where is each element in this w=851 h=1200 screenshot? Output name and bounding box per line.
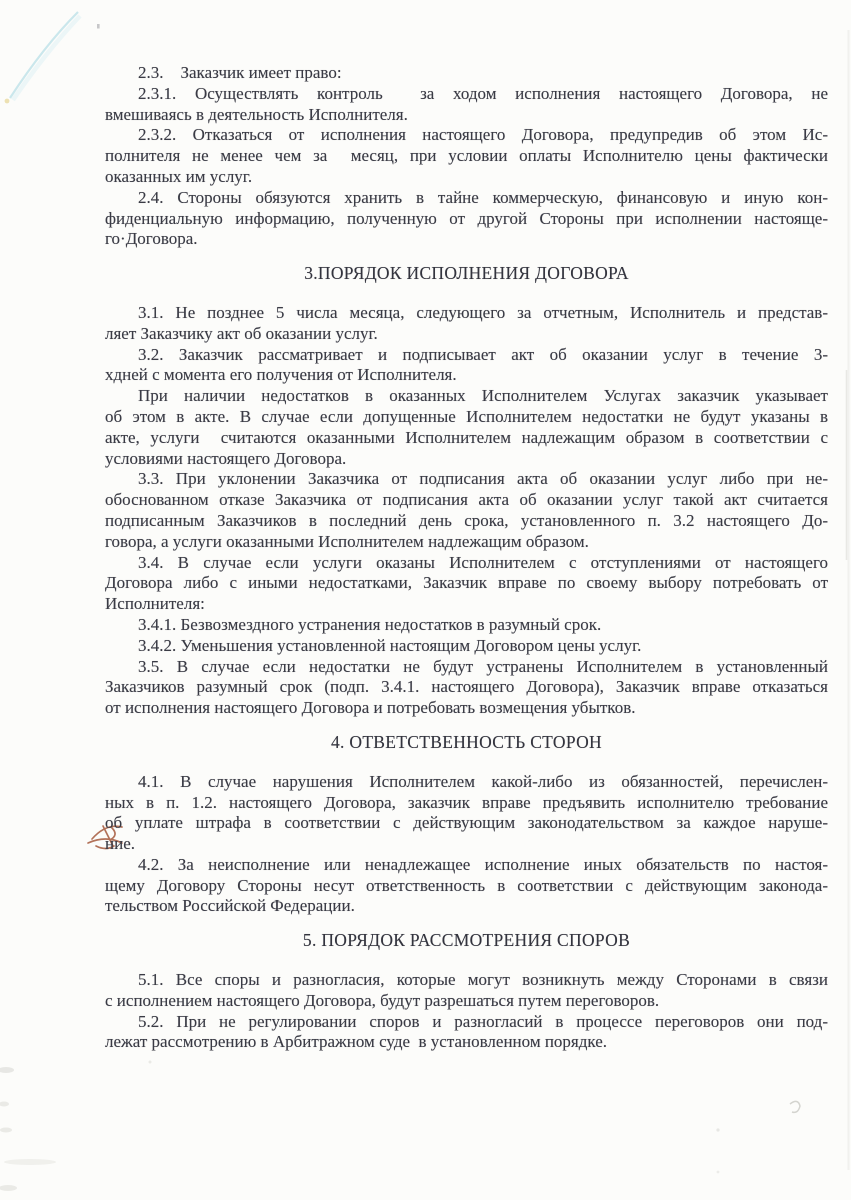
text-line: об этом в акте. В случае если допущенные Исполнителем недостатки не будут указаны в — [105, 406, 828, 426]
text-line: Заказчиков разумный срок (подп. 3.4.1. настоящего Договора), Заказчик вправе отказаться — [105, 677, 828, 697]
clause-2-4 — [105, 188, 828, 250]
clause-3-1 — [105, 303, 828, 345]
text-line: ляет Заказчику акт об оказании услуг. — [105, 323, 378, 343]
text-line: При наличии недостатков в оказанных Исполнителем Услугах заказчик указывает — [138, 386, 828, 406]
clause-3-4-2 — [105, 636, 828, 657]
text-line: полнителя не менее чем за месяц, при условии оплаты Исполнителю цены фактически — [105, 146, 828, 166]
text-line: 4.1. В случае нарушения Исполнителем какой-либо из обязанностей, перечислен- — [138, 771, 828, 791]
clause-4-1 — [105, 772, 828, 855]
text-line: ных в п. 1.2. настоящего Договора, заказчик вправе предъявить исполнителю требование — [105, 792, 828, 812]
text-line: 4.2. За неисполнение или ненадлежащее исполнение иных обязательств по настоя- — [138, 854, 828, 874]
text-line: 3.4.2. Уменьшения установленной настоящим Договором цены услуг. — [138, 635, 642, 655]
clause-3-4-1 — [105, 615, 828, 636]
text-line: 2.3.1. Осуществлять контроль за ходом исполнения настоящего Договора, не — [138, 83, 828, 103]
paper-speck — [97, 24, 100, 29]
text-line: Договора либо с иными недостатками, Заказчик вправе по своему выбору потребовать от — [105, 573, 828, 593]
text-line: го·Договора. — [105, 229, 198, 249]
clause-5-2 — [105, 1012, 828, 1054]
section-heading-5: 5. ПОРЯДОК РАССМОТРЕНИЯ СПОРОВ — [302, 930, 631, 951]
text-line: 2.3. Заказчик имеет право: — [138, 63, 342, 82]
contract-text — [105, 63, 828, 1053]
text-line: щему Договору Стороны несут ответственность в соответствии с действующим законода- — [105, 875, 828, 895]
clause-3-2 — [105, 345, 828, 387]
text-line: говора, а услуги оказанными Исполнителем надлежащим образом. — [105, 531, 589, 551]
text-line: оказанных им услуг. — [105, 166, 253, 186]
text-line: 2.3.2. Отказаться от исполнения настоящего Договора, предупредив об этом Ис- — [138, 125, 828, 145]
text-line: 3.3. При уклонении Заказчика от подписания акта об оказании услуг либо при не- — [138, 469, 828, 489]
clause-2-3-2 — [105, 125, 828, 187]
clause-2-3 — [105, 63, 828, 84]
clause-3-5 — [105, 657, 828, 719]
clause-2-3-1 — [105, 84, 828, 126]
text-line: 2.4. Стороны обязуются хранить в тайне коммерческую, финансовую и иную кон- — [138, 187, 828, 207]
clause-3-4 — [105, 553, 828, 615]
section-heading-4: 4. ОТВЕТСТВЕННОСТЬ СТОРОН — [330, 731, 602, 752]
cyan-streak-artifact — [10, 12, 78, 98]
cyan-streak-artifact — [13, 16, 80, 100]
paper-speck — [790, 1101, 800, 1112]
text-line: хдней с момента его получения от Исполнителя. — [105, 365, 457, 385]
text-line: 3.1. Не позднее 5 числа месяца, следующего за отчетным, Исполнитель и представ- — [138, 302, 828, 322]
text-line: лежат рассмотрению в Арбитражном суде в установленном порядке. — [105, 1032, 608, 1052]
text-line: обоснованном отказе Заказчика от подписания акта об оказании услуг такой акт считается — [105, 490, 828, 510]
text-line: фиденциальную информацию, полученную от другой Стороны при исполнении настояще- — [105, 208, 828, 228]
text-line: 3.4.1. Безвозмездного устранения недостатков в разумный срок. — [138, 614, 602, 634]
text-line: 3.2. Заказчик рассматривает и подписывает акт об оказании услуг в течение 3- — [138, 344, 828, 364]
text-line: тельством Российской Федерации. — [105, 896, 355, 916]
text-line: 5.2. При не регулировании споров и разногласий в процессе переговоров они под- — [138, 1011, 828, 1031]
paper-speck — [5, 99, 10, 104]
text-line: вмешиваясь в деятельность Исполнителя. — [105, 104, 408, 124]
text-line: от исполнения настоящего Договора и потребовать возмещения убытков. — [105, 698, 636, 718]
text-line: Исполнителя: — [105, 594, 205, 614]
clause-3-3 — [105, 469, 828, 552]
text-line: акте, услуги считаются оказанными Исполнителем надлежащим образом в соответствии с — [105, 427, 828, 447]
section-heading-3: 3.ПОРЯДОК ИСПОЛНЕНИЯ ДОГОВОРА — [304, 263, 629, 284]
text-line: 5.1. Все споры и разногласия, которые могут возникнуть между Сторонами в связи — [138, 970, 828, 990]
text-line: об уплате штрафа в соответствии с действующим законодательством за каждое наруше- — [105, 813, 828, 833]
text-line: ние. — [105, 834, 135, 854]
edge-smudges — [0, 1061, 720, 1192]
clause-4-2 — [105, 855, 828, 917]
text-line: 3.5. В случае если недостатки не будут устранены Исполнителем в установленный — [138, 656, 828, 676]
text-line: условиями настоящего Договора. — [105, 448, 347, 468]
text-line: подписанным Заказчиков в последний день срока, установленного п. 3.2 настоящего До- — [105, 510, 828, 530]
text-line: с исполнением настоящего Договора, будут разрешаться путем переговоров. — [105, 990, 660, 1010]
text-line: 3.4. В случае если услуги оказаны Исполнителем с отступлениями от настоящего — [138, 552, 828, 572]
clause-5-1 — [105, 970, 828, 1012]
clause-3-2-note — [105, 386, 828, 469]
